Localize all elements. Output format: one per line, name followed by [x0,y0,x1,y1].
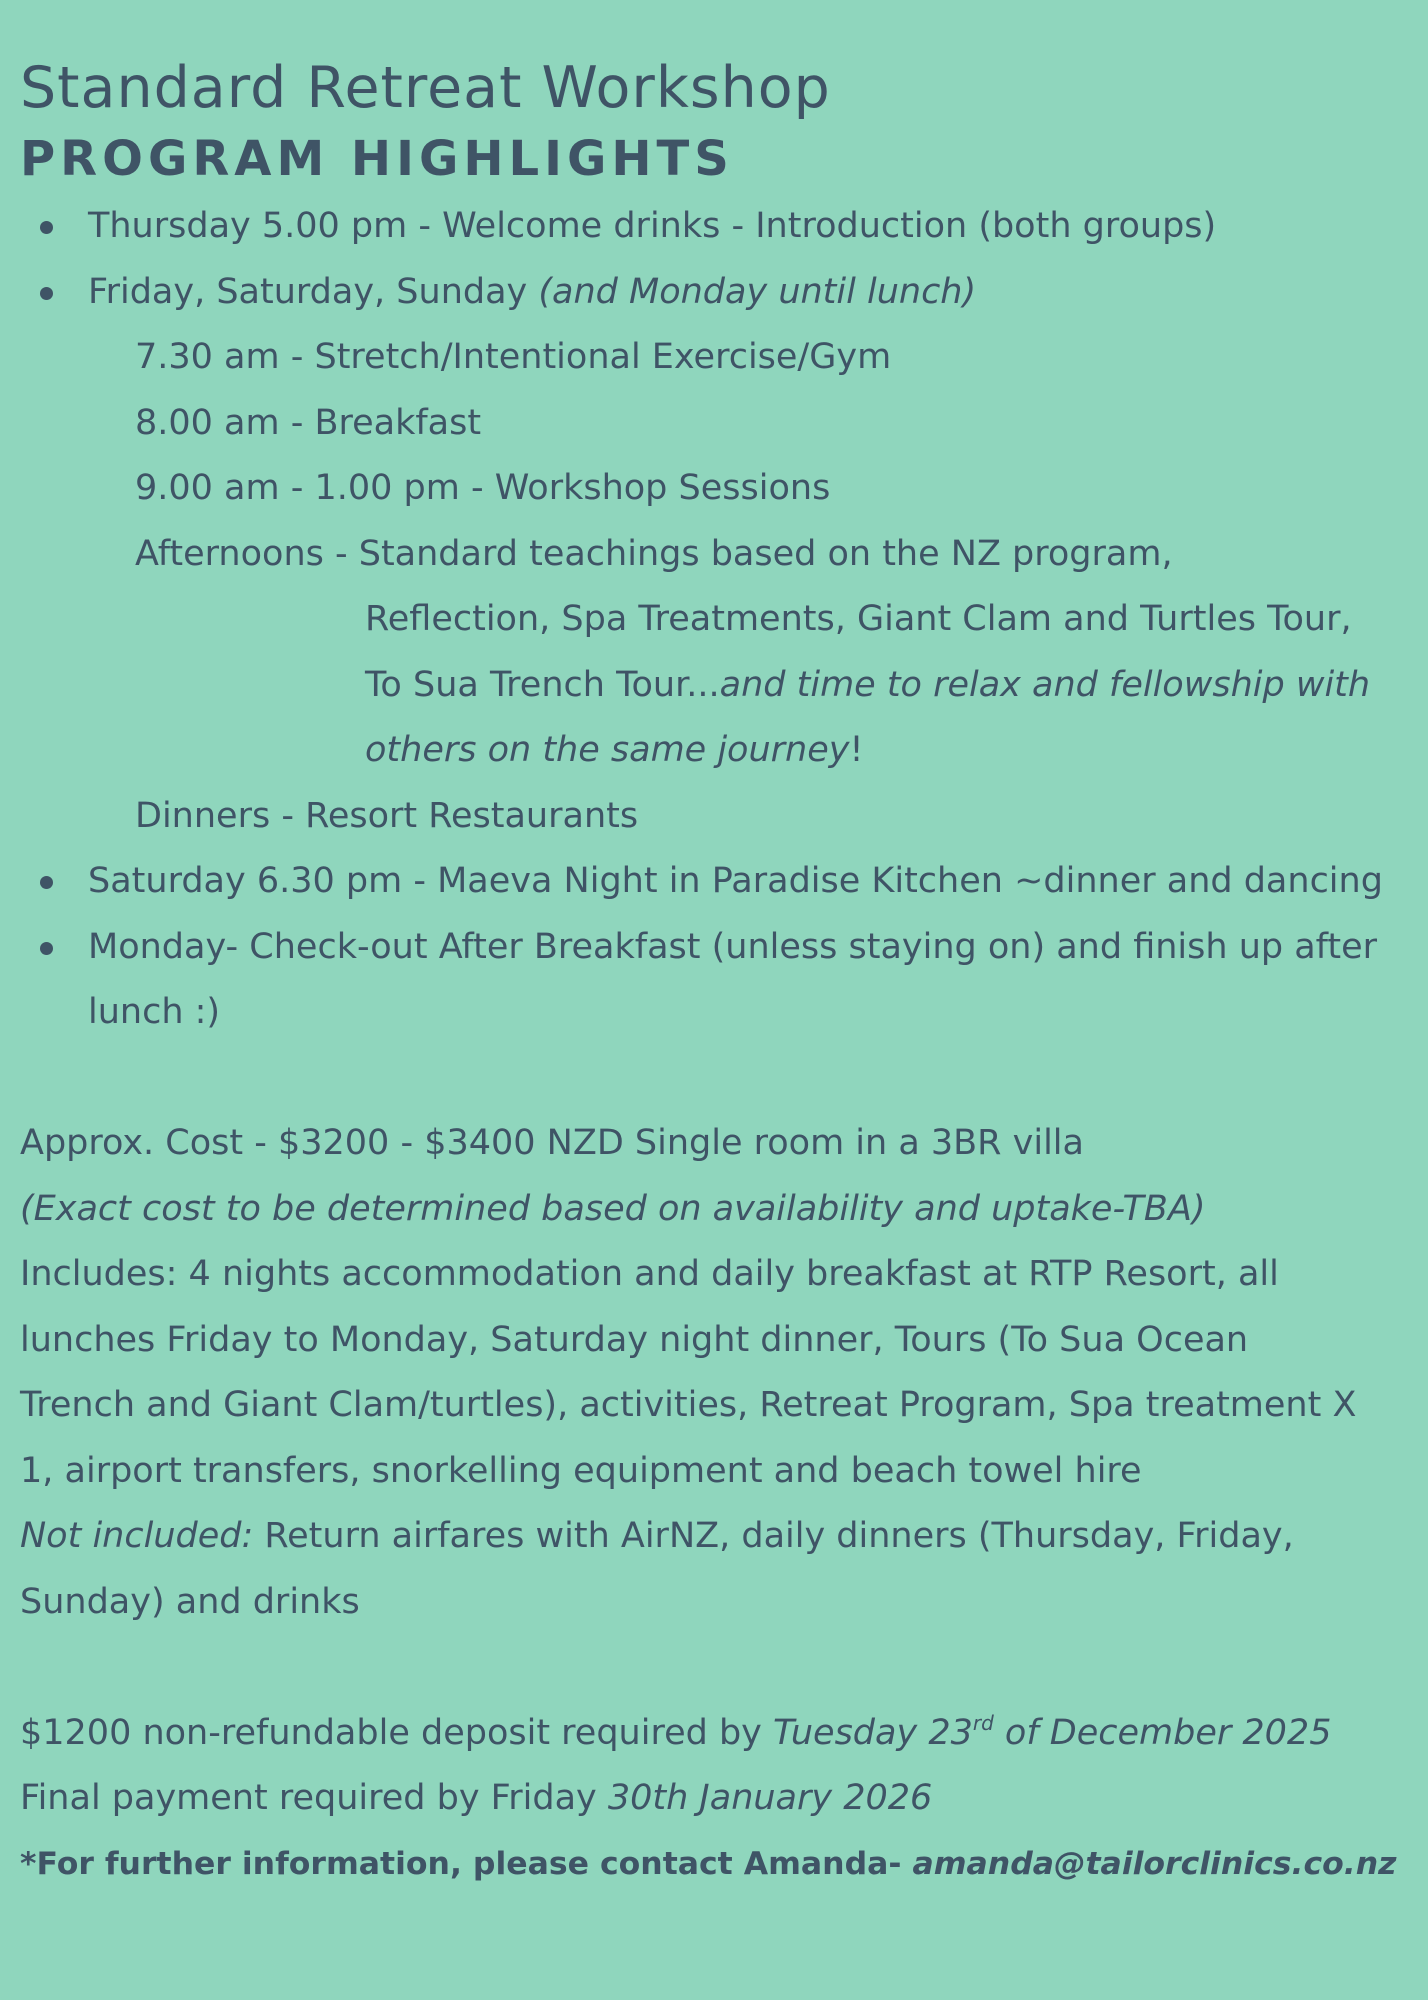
schedule-dinners: Dinners - Resort Restaurants [135,795,639,836]
final-payment-text: Final payment required by Friday [20,1778,608,1818]
page-title: Standard Retreat Workshop [20,55,831,121]
bullet-item-days [20,260,1415,326]
schedule-sessions: 9.00 am - 1.00 pm - Workshop Sessions [135,468,831,508]
schedule-text: To Sua Trench Tour... [365,664,720,705]
schedule-text-italic: and time to relax and fellowship with [719,664,1371,705]
contact-text: *For further information, please contact Amanda- [20,1845,913,1882]
bullet-dot-icon [40,221,53,234]
spacer [20,1046,1415,1112]
includes-text: Trench and Giant Clam/turtles), activities, Retreat Program, Spa treatment X [20,1385,1357,1425]
spacer [20,1635,1415,1701]
deposit-line [20,1701,1415,1767]
exact-cost-note: (Exact cost to be determined based on availability and uptake-TBA) [20,1188,1206,1229]
contact-line [20,1832,1415,1898]
schedule-afternoons-cont [20,653,1415,719]
bullet-text: Monday- Check-out After Breakfast (unless staying on) and finish up after [88,926,1378,967]
includes-text: lunches Friday to Monday, Saturday night dinner, Tours (To Sua Ocean [20,1319,1249,1360]
not-included-value: Return airfares with AirNZ, daily dinners (Thursday, Friday, [253,1516,1294,1556]
bullet-text: Saturday 6.30 pm - Maeva Night in Paradise Kitchen ~dinner and dancing [88,861,1383,901]
final-payment-line [20,1766,1415,1832]
deposit-date: of December 2025 [993,1712,1332,1753]
schedule-afternoons-cont: Reflection, Spa Treatments, Giant Clam and Turtles Tour, [365,599,1352,639]
bullet-item-saturday [20,849,1415,915]
includes-text: Includes: 4 nights accommodation and daily breakfast at RTP Resort, all [20,1254,1279,1294]
deposit-date-suffix: rd [972,1710,994,1735]
bullet-item-monday-cont: lunch :) [88,992,221,1032]
bullet-text-italic: (and Monday until lunch) [538,271,977,312]
final-payment-date: 30th January 2026 [607,1778,933,1818]
bullet-text: Thursday 5.00 pm - Welcome drinks - Introduction (both groups) [88,206,1217,246]
not-included-text [20,1504,1415,1570]
schedule-breakfast: 8.00 am - Breakfast [135,402,482,443]
bullet-text: Friday, Saturday, Sunday [88,271,539,312]
bullet-dot-icon [40,876,53,889]
not-included-text: Sunday) and drinks [20,1581,360,1622]
not-included-label: Not included: [20,1516,254,1556]
deposit-date: Tuesday 23 [773,1712,973,1753]
schedule-text: ! [849,730,864,770]
document-page [20,52,1415,1897]
schedule-text-italic: others on the same journey [365,730,850,770]
bullet-dot-icon [40,287,53,300]
bullet-dot-icon [40,942,53,955]
schedule-afternoons: Afternoons - Standard teachings based on the NZ program, [135,533,1173,574]
schedule-afternoons-cont [20,718,1415,784]
schedule-stretch: 7.30 am - Stretch/Intentional Exercise/Gym [135,337,892,377]
contact-email-link[interactable]: amanda@tailorclinics.co.nz [912,1845,1397,1882]
includes-text: 1, airport transfers, snorkelling equipment and beach towel hire [20,1450,1142,1491]
deposit-text: $1200 non-refundable deposit required by [20,1712,773,1753]
section-heading: PROGRAM HIGHLIGHTS [20,131,734,187]
bullet-item-thursday [20,194,1415,260]
bullet-item-monday [20,915,1415,981]
approx-cost: Approx. Cost - $3200 - $3400 NZD Single room in a 3BR villa [20,1123,1084,1163]
